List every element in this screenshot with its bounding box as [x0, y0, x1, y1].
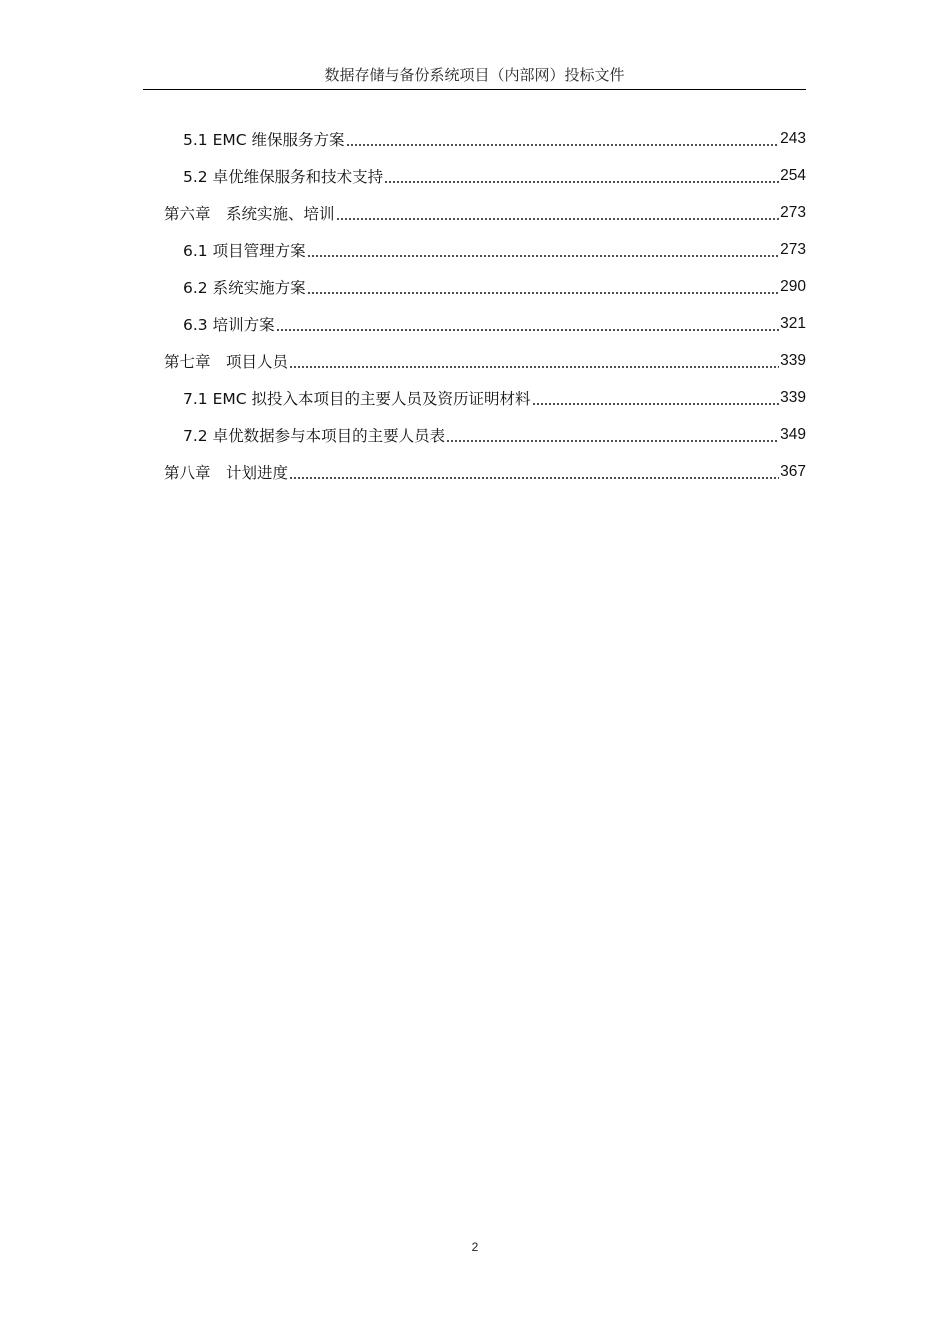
toc-entry-page: 349 — [780, 425, 806, 443]
toc-entry-title: 6.2 系统实施方案 — [183, 278, 306, 297]
toc-entry-page: 367 — [780, 462, 806, 480]
toc-entry[interactable] — [143, 379, 806, 416]
toc-chapter-entry[interactable] — [143, 342, 806, 379]
toc-entry-page: 339 — [780, 351, 806, 369]
toc-leader-dots — [289, 465, 779, 483]
toc-chapter-entry[interactable] — [143, 453, 806, 490]
toc-leader-dots — [384, 169, 779, 187]
toc-leader-dots — [307, 243, 780, 261]
toc-entry-page: 339 — [780, 388, 806, 406]
toc-entry[interactable] — [143, 305, 806, 342]
page-number: 2 — [471, 1240, 479, 1254]
toc-entry-title: 6.1 项目管理方案 — [183, 241, 306, 260]
toc-leader-dots — [336, 206, 780, 224]
toc-entry[interactable] — [143, 231, 806, 268]
toc-entry-page: 321 — [780, 314, 806, 332]
toc-leader-dots — [289, 354, 779, 372]
page-header — [143, 62, 806, 90]
toc-entry-title: 7.2 卓优数据参与本项目的主要人员表 — [183, 426, 446, 445]
toc-leader-dots — [346, 132, 780, 150]
toc-entry-title: 6.3 培训方案 — [183, 315, 275, 334]
toc-entry[interactable] — [143, 120, 806, 157]
toc-entry-page: 254 — [780, 166, 806, 184]
toc-entry[interactable] — [143, 157, 806, 194]
toc-entry-page: 243 — [780, 129, 806, 147]
toc-entry-title: 5.1 EMC 维保服务方案 — [183, 130, 345, 149]
toc-entry[interactable] — [143, 416, 806, 453]
toc-entry-page: 273 — [780, 203, 806, 221]
toc-entry[interactable] — [143, 268, 806, 305]
toc-leader-dots — [532, 391, 780, 409]
table-of-contents — [143, 120, 806, 490]
toc-entry-title: 7.1 EMC 拟投入本项目的主要人员及资历证明材料 — [183, 389, 531, 408]
toc-entry-title: 5.2 卓优维保服务和技术支持 — [183, 167, 384, 186]
toc-leader-dots — [276, 317, 780, 335]
toc-entry-title: 第八章 计划进度 — [164, 463, 289, 482]
toc-entry-page: 290 — [780, 277, 806, 295]
toc-leader-dots — [307, 280, 780, 298]
toc-leader-dots — [446, 428, 779, 446]
toc-entry-page: 273 — [780, 240, 806, 258]
toc-chapter-entry[interactable] — [143, 194, 806, 231]
document-title: 数据存储与备份系统项目（内部网）投标文件 — [324, 66, 625, 84]
toc-entry-title: 第六章 系统实施、培训 — [164, 204, 335, 223]
toc-entry-title: 第七章 项目人员 — [164, 352, 289, 371]
